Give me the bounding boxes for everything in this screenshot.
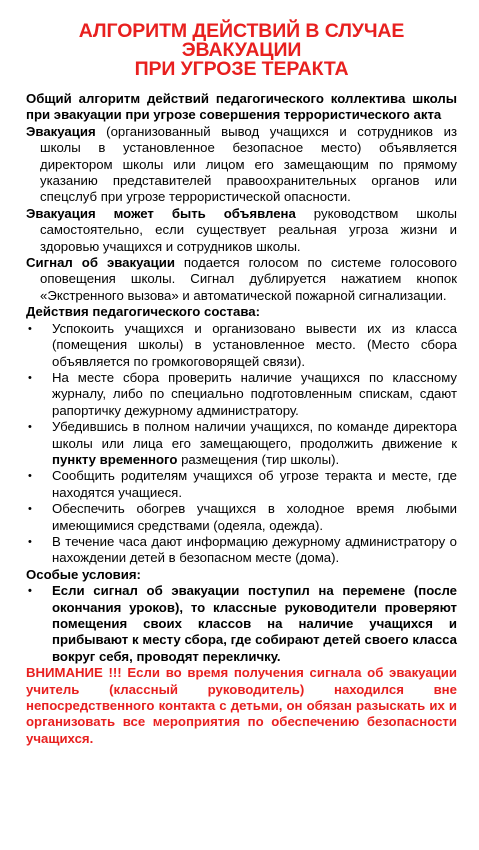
bullet-icon: • xyxy=(28,322,32,335)
evacuation-announcement xyxy=(26,206,457,255)
list-item-text: Обеспечить обогрев учащихся в холодное время любыми имеющимися средствами (одеяла, одежда). xyxy=(52,501,457,533)
list-item-text: Успокоить учащихся и организовано вывести их из класса (помещения школы) в установленное место. (Место сбора объявляется по громкоговорящей связи). xyxy=(52,320,457,369)
list-item xyxy=(26,370,457,419)
list-item xyxy=(26,501,457,534)
special-conditions-list xyxy=(26,583,457,665)
poster-title-line-2: ПРИ УГРОЗЕ ТЕРАКТА xyxy=(134,58,349,80)
bullet-icon: • xyxy=(28,371,32,384)
evacuation-signal-term: Сигнал об эвакуации xyxy=(26,255,175,271)
bullet-icon: • xyxy=(28,535,32,548)
list-item-text: В течение часа дают информацию дежурному администратору о нахождении детей в безопасном месте (дома). xyxy=(52,533,457,566)
special-conditions-heading: Особые условия: xyxy=(26,566,141,582)
bullet-icon: • xyxy=(28,470,32,483)
bullet-icon: • xyxy=(28,421,32,434)
list-item xyxy=(26,583,457,665)
list-item-text: Убедившись в полном наличии учащихся, по команде директора школы или лица его замещающего, продолжить движение к xyxy=(52,419,457,451)
evacuation-signal-text: подается голосом по системе голосового оповещения школы. Сигнал дублируется нажатием кнопок «Экстренного вызова» и автоматической пожарной сигнализации. xyxy=(40,255,457,303)
poster-title xyxy=(26,22,457,79)
bullet-icon: • xyxy=(28,585,32,598)
bullet-icon: • xyxy=(28,503,32,516)
list-item-text: На месте сбора проверить наличие учащихся по классному журналу, либо по специально подготовленным спискам, сдают рапортичку дежурному администратору. xyxy=(52,369,457,418)
warning-text: ВНИМАНИЕ !!! Если во время получения сигнала об эвакуации учитель (классный руководитель) находился вне непосредственного контакта с детьми, он обязан разыскать их и организовать все мероприятия по обеспечению безопасности учащихся. xyxy=(26,665,457,746)
evacuation-term: Эвакуация xyxy=(26,123,96,139)
evacuation-announcement-term: Эвакуация может быть объявлена xyxy=(26,205,296,221)
evacuation-signal xyxy=(26,255,457,304)
list-item xyxy=(26,419,457,468)
list-item-bold-text: пункту временного xyxy=(52,451,178,467)
list-item xyxy=(26,468,457,501)
poster-title-line-1: АЛГОРИТМ ДЕЙСТВИЙ В СЛУЧАЕ ЭВАКУАЦИИ xyxy=(78,20,405,61)
list-item-text: Если сигнал об эвакуации поступил на перемене (после окончания уроков), то классные руководители проверяют помещения своих классов на наличие учащихся и прибывают к месту сбора, где собирают детей своего класса вокруг себя, проводят перекличку. xyxy=(52,583,457,664)
evacuation-definition-text: (организованный вывод учащихся и сотрудников из школы в установленное безопасное место) объявляется директором школы или лицом его замещающим по прямому указанию представителей правоохранительных органов или спецслуб при угрозе террористической опасности. xyxy=(40,123,457,205)
evacuation-definition xyxy=(26,124,457,206)
list-item-text: Сообщить родителям учащихся об угрозе теракта и месте, где находятся учащиеся. xyxy=(52,468,457,500)
list-item-text-after: размещения (тир школы). xyxy=(177,451,340,467)
staff-actions-heading: Действия педагогического состава: xyxy=(26,304,261,320)
general-algorithm-heading: Общий алгоритм действий педагогического коллектива школы при эвакуации при угрозе совершения террористического акта xyxy=(26,91,457,123)
list-item xyxy=(26,321,457,370)
evacuation-announcement-text: руководством школы самостоятельно, если существует реальная угроза жизни и здоровью учащихся и сотрудников школы. xyxy=(40,205,457,254)
staff-actions-list xyxy=(26,321,457,567)
list-item xyxy=(26,534,457,567)
